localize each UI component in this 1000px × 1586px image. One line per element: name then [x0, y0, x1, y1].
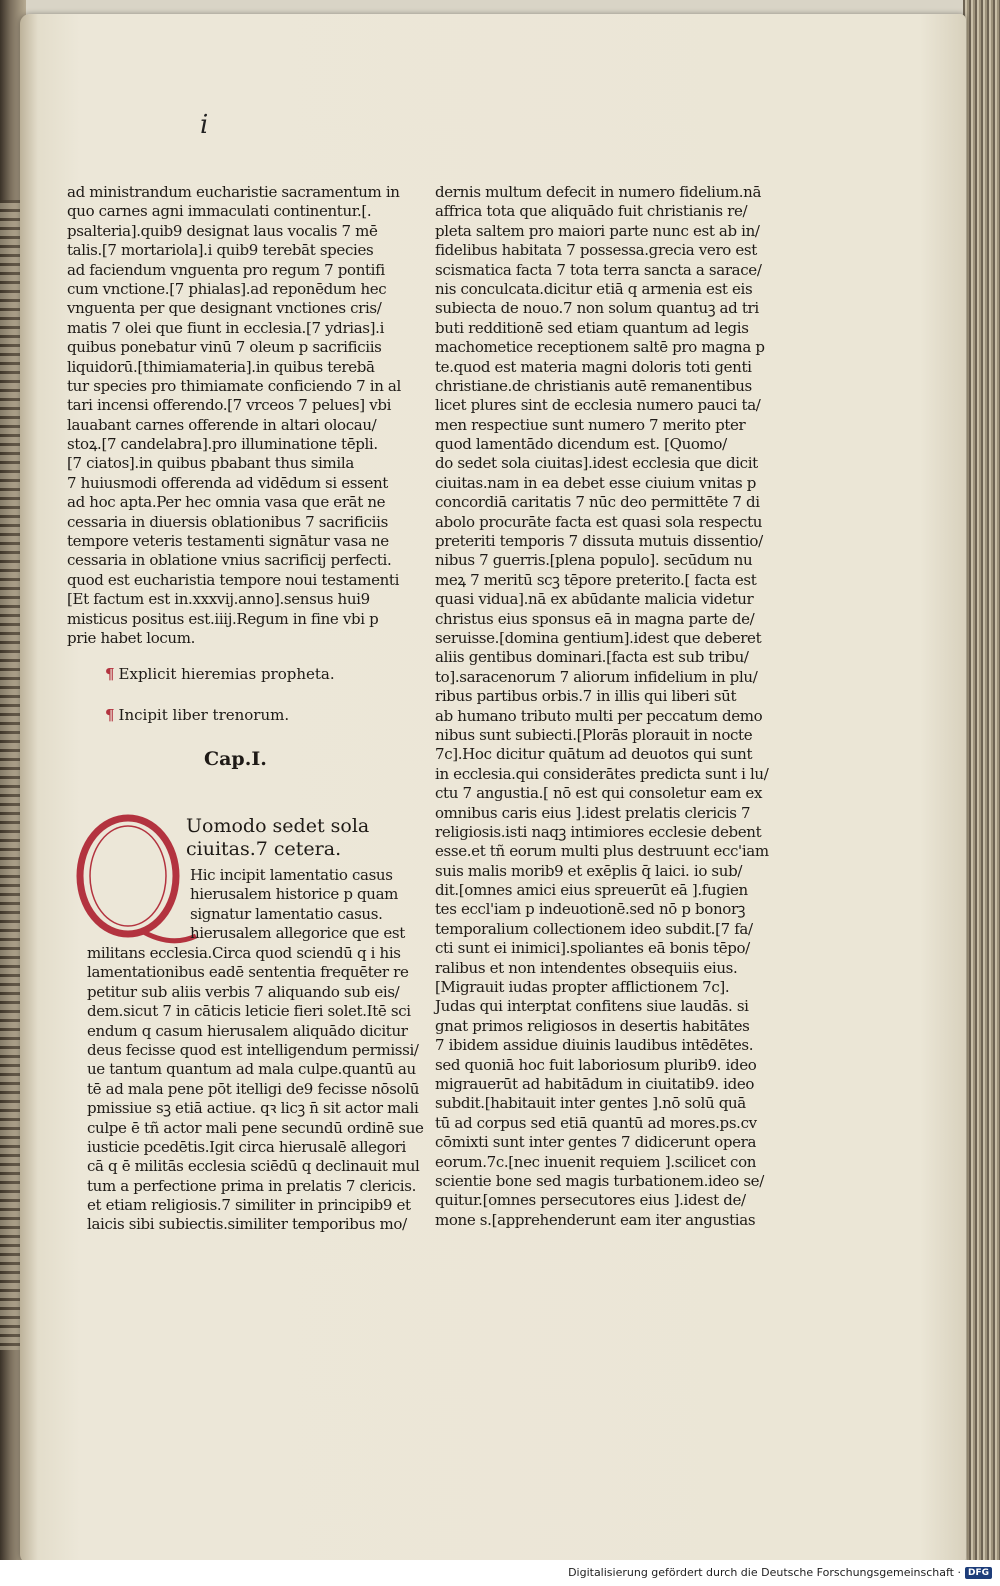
text-line: eorum.7c.[nec inuenit requiem ].scilicet con: [435, 1152, 757, 1171]
text-line: esse.et tñ eorum multi plus destruunt ecc'iam: [435, 842, 769, 861]
text-line: meꝝ 7 meritū scꝫ tēpore preterito.[ facta est: [435, 570, 757, 589]
text-line: dit.[omnes amici eius spreuerūt eā ].fugien: [435, 881, 748, 900]
text-line: sed quoniā hoc fuit laboriosum plurib9. ideo: [435, 1055, 757, 1074]
signature-mark: i: [200, 110, 209, 140]
left-column-narrow: [190, 866, 405, 944]
rubric-incipit: [105, 706, 289, 724]
text-line: buti redditionē sed etiam quantum ad legis: [435, 318, 749, 337]
text-line: 7c].Hoc dicitur quātum ad deuotos qui sunt: [435, 745, 753, 764]
text-line: Hic incipit lamentatio casus: [190, 866, 393, 884]
text-line: affrica tota que aliquādo fuit christianis re/: [435, 202, 748, 221]
text-line: [7 ciatos].in quibus pbabant thus simila: [67, 454, 354, 473]
text-line: militans ecclesia.Circa quod sciendū q i his: [87, 944, 401, 962]
text-line: subdit.[habitauit inter gentes ].nō solū quā: [435, 1094, 746, 1113]
text-line: iusticie pcedētis.Igit circa hierusalē allegori: [87, 1137, 406, 1156]
text-line: tū ad corpus sed etiā quantū ad mores.ps.cv: [435, 1113, 757, 1132]
text-line: religiosis.isti naqꝫ intimiores ecclesie debent: [435, 822, 762, 841]
pilcrow-icon: ¶: [105, 665, 115, 683]
right-column: [435, 183, 770, 1230]
text-line: laicis sibi subiectis.similiter temporibus mo/: [87, 1215, 407, 1234]
text-line: [Et factum est in.xxxvij.anno].sensus hui9: [67, 590, 370, 609]
rubric-incipit-text: Incipit liber trenorum.: [118, 706, 290, 724]
text-line: scientie bone sed magis turbationem.ideo se/: [435, 1171, 764, 1190]
text-line: temporalium collectionem ideo subdit.[7 fa/: [435, 919, 753, 938]
text-line: dernis multum defecit in numero fidelium.nā: [435, 183, 762, 201]
text-line: nibus 7 guerris.[plena populo]. secūdum nu: [435, 551, 753, 570]
text-line: in ecclesia.qui considerātes predicta sunt i lu/: [435, 764, 769, 783]
text-line: matis 7 olei que fiunt in ecclesia.[7 ydrias].i: [67, 318, 385, 337]
text-line: ue tantum quantum ad mala culpe.quantū au: [87, 1060, 416, 1079]
text-line: christiane.de christianis autē remanentibus: [435, 376, 752, 395]
text-line: abolo procurāte facta est quasi sola respectu: [435, 512, 763, 531]
text-line: cessaria in diuersis oblationibus 7 sacrificiis: [67, 512, 388, 531]
text-line: dem.sicut 7 in cāticis leticie fieri solet.Itē sci: [87, 1002, 411, 1021]
credit-text: Digitalisierung gefördert durch die Deutsche Forschungsgemeinschaft ·: [568, 1566, 961, 1579]
text-line: psalteria].quib9 designat laus vocalis 7 mē: [67, 221, 378, 240]
text-line: ab humano tributo multi per peccatum demo: [435, 706, 763, 725]
text-line: ad faciendum vnguenta pro regum 7 pontifi: [67, 260, 385, 279]
pilcrow-icon: ¶: [105, 706, 115, 724]
text-line: seruisse.[domina gentium].idest que deberet: [435, 628, 762, 647]
text-line: talis.[7 mortariola].i quib9 terebāt species: [67, 241, 374, 260]
text-line: ciuitas.nam in ea debet esse ciuium vnitas p: [435, 473, 757, 492]
text-line: 7 ibidem assidue diuinis laudibus intēdētes.: [435, 1036, 754, 1055]
text-line: quitur.[omnes persecutores eius ].idest de/: [435, 1191, 746, 1210]
text-line: ad hoc apta.Per hec omnia vasa que erāt ne: [67, 493, 386, 512]
text-line: preteriti temporis 7 dissuta mutuis dissentio/: [435, 532, 763, 551]
text-line: ad ministrandum eucharistie sacramentum in: [67, 183, 400, 201]
text-line: cā q ē militās ecclesia sciēdū q declinauit mul: [87, 1157, 420, 1176]
text-line: nis conculcata.dicitur etiā q armenia est eis: [435, 279, 753, 298]
rubric-explicit-text: Explicit hieremias propheta.: [118, 665, 335, 683]
text-line: lauabant carnes offerende in altari olocau/: [67, 415, 377, 434]
digitization-credit: [568, 1566, 992, 1579]
text-line: [Migrauit iudas propter afflictionem 7c].: [435, 978, 730, 997]
chapter-heading: Cap.I.: [204, 748, 267, 770]
opening-line-1: Uomodo sedet sola: [186, 815, 370, 837]
text-line: cum vnctione.[7 phialas].ad reponēdum hec: [67, 279, 387, 298]
text-line: gnat primos religiosos in desertis habitātes: [435, 1016, 750, 1035]
page-stack-edge: [963, 0, 1000, 1560]
text-line: quasi vidua].nā ex abūdante malicia videtur: [435, 590, 754, 609]
text-line: migrauerūt ad habitādum in ciuitatib9. ideo: [435, 1074, 755, 1093]
text-line: aliis gentibus dominari.[facta est sub tribu/: [435, 648, 749, 667]
text-line: pmissiue sꝫ etiā actiue. qꝛ licꝫ n̄ sit actor mali: [87, 1099, 419, 1118]
dfg-logo: DFG: [965, 1567, 992, 1579]
text-line: christus eius sponsus eā in magna parte de/: [435, 609, 755, 628]
text-line: stoꝝ.[7 candelabra].pro illuminatione tēpli.: [67, 435, 378, 454]
text-line: Judas qui interptat confitens siue laudās. si: [435, 997, 749, 1016]
text-line: quod est eucharistia tempore noui testamenti: [67, 570, 400, 589]
text-line: tes eccl'iam p indeuotionē.sed nō p bonorꝫ: [435, 900, 746, 919]
text-line: quod lamentādo dicendum est. [Quomo/: [435, 435, 727, 454]
text-line: quo carnes agni immaculati continentur.[.: [67, 202, 372, 221]
text-line: prie habet locum.: [67, 628, 196, 647]
text-line: tē ad mala pene pōt itelligi de9 fecisse nōsolū: [87, 1079, 420, 1098]
text-line: pleta saltem pro maiori parte nunc est ab in/: [435, 221, 760, 240]
text-line: endum q casum hierusalem aliquādo dicitur: [87, 1021, 408, 1040]
text-line: cti sunt ei inimici].spoliantes eā bonis tēpo/: [435, 939, 750, 958]
text-line: cōmixti sunt inter gentes 7 didicerunt opera: [435, 1133, 757, 1152]
text-line: tari incensi offerendo.[7 vrceos 7 pelues] vbi: [67, 396, 392, 415]
text-line: deus fecisse quod est intelligendum permissi/: [87, 1040, 419, 1059]
text-line: et etiam religiosis.7 similiter in principib9 et: [87, 1196, 411, 1215]
left-column-top: [67, 183, 401, 648]
text-line: culpe ē tñ actor mali pene secundū ordinē sue: [87, 1118, 424, 1137]
text-line: omnibus caris eius ].idest prelatis clericis 7: [435, 803, 751, 822]
text-line: tempore veteris testamenti signātur vasa ne: [67, 532, 389, 551]
text-line: vnguenta per que designant vnctiones cris/: [67, 299, 382, 318]
left-column-bottom: [87, 944, 424, 1235]
text-line: scismatica facta 7 tota terra sancta a sarace/: [435, 260, 762, 279]
text-line: petitur sub aliis verbis 7 aliquando sub eis/: [87, 982, 400, 1001]
text-line: misticus positus est.iiij.Regum in fine vbi p: [67, 609, 379, 628]
text-line: lamentationibus eadē sententia frequēter re: [87, 963, 409, 982]
text-line: quibus ponebatur vinū 7 oleum p sacrificiis: [67, 338, 382, 357]
text-line: ribus partibus orbis.7 in illis qui liberi sūt: [435, 687, 737, 706]
text-line: cessaria in oblatione vnius sacrificij perfecti.: [67, 551, 392, 570]
text-line: hierusalem allegorice que est: [190, 924, 405, 943]
text-line: liquidorū.[thimiamateria].in quibus terebā: [67, 357, 375, 376]
text-line: to].saracenorum 7 aliorum infidelium in plu/: [435, 667, 758, 686]
text-line: nibus sunt subiecti.[Plorās plorauit in nocte: [435, 725, 753, 744]
text-line: tur species pro thimiamate conficiendo 7 in al: [67, 376, 401, 395]
text-line: do sedet sola ciuitas].idest ecclesia que dicit: [435, 454, 758, 473]
text-line: subiecta de nouo.7 non solum quantuꝫ ad tri: [435, 299, 759, 318]
initial-letter: Q: [70, 808, 71, 809]
text-line: concordiā caritatis 7 nūc deo permittēte 7 di: [435, 493, 760, 512]
opening-line-2: ciuitas.7 cetera.: [186, 838, 342, 860]
text-line: suis malis morib9 et exēplis q̄ laici. io sub/: [435, 861, 743, 880]
rubric-explicit: [105, 665, 335, 683]
text-line: mone s.[apprehenderunt eam iter angustias: [435, 1210, 756, 1229]
text-line: men respectiue sunt numero 7 merito pter: [435, 415, 746, 434]
text-line: machometice receptionem saltē pro magna p: [435, 338, 765, 357]
text-line: te.quod est materia magni doloris toti genti: [435, 357, 752, 376]
text-line: signatur lamentatio casus.: [190, 904, 383, 923]
text-line: fidelibus habitata 7 possessa.grecia vero est: [435, 241, 757, 260]
text-line: hierusalem historice p quam: [190, 885, 399, 904]
text-line: tum a perfectione prima in prelatis 7 clericis.: [87, 1176, 417, 1195]
decorated-initial-q: [70, 808, 200, 958]
text-line: 7 huiusmodi offerenda ad vidēdum si essent: [67, 473, 388, 492]
text-line: licet plures sint de ecclesia numero pauci ta/: [435, 396, 761, 415]
text-line: ralibus et non intendentes obsequiis eius.: [435, 958, 738, 977]
text-line: ctu 7 angustia.[ nō est qui consoletur eam ex: [435, 784, 763, 803]
